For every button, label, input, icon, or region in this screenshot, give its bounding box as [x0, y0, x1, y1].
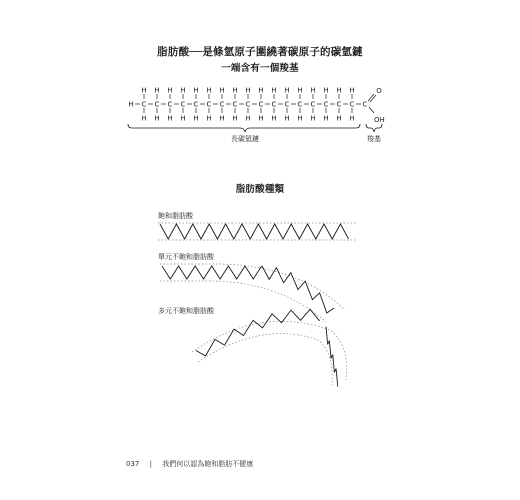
carbon-atom: C — [180, 100, 186, 109]
hydrogen-atom: H — [336, 114, 342, 123]
hydrogen-atom: H — [297, 86, 303, 95]
mono-guide-bottom — [160, 281, 326, 322]
chapter-title: 我們何以認為飽和脂肪不健康 — [162, 460, 254, 468]
hydrogen-atom: H — [219, 114, 225, 123]
hydrogen-atom: H — [154, 114, 160, 123]
hydrogen-atom: H — [310, 114, 316, 123]
hydrogen-atom: H — [323, 86, 329, 95]
hydrogen-atom: H — [271, 114, 277, 123]
hydrogen-atom: H — [167, 114, 173, 123]
page-title: 脂肪酸──是條氫原子圍繞著碳原子的碳氫鏈 — [157, 46, 363, 58]
carbon-atom: C — [167, 100, 173, 109]
hydrogen-atom: H — [180, 86, 186, 95]
bond — [369, 107, 374, 113]
hydrogen-atom: H — [284, 114, 290, 123]
chain-label: 長碳氫鏈 — [231, 135, 259, 143]
page-number: 037 — [126, 460, 140, 468]
hydrogen-atom: H — [141, 86, 147, 95]
structural-formula — [128, 87, 384, 125]
hydrogen-atom: H — [349, 114, 355, 123]
hydroxyl-group: OH — [374, 116, 385, 124]
hydrogen-atom: H — [297, 114, 303, 123]
hydrogen-atom: H — [167, 86, 173, 95]
hydrogen-atom: H — [141, 114, 147, 123]
poly-guide-top — [192, 321, 347, 380]
hydrogen-atom: H — [232, 86, 238, 95]
oxygen-atom: O — [376, 87, 382, 95]
hydrogen-atom: H — [349, 86, 355, 95]
carboxyl-bracket — [366, 124, 382, 132]
polyunsaturated-label: 多元不飽和脂肪酸 — [158, 307, 214, 315]
monounsaturated-chain-tail — [262, 266, 334, 313]
hydrogen-atom: H — [310, 86, 316, 95]
saturated-chain — [160, 224, 349, 239]
hydrogen-atom: H — [206, 86, 212, 95]
hydrogen-atom: H — [154, 86, 160, 95]
chain-bracket — [128, 124, 360, 132]
hydrogen-atom: H — [180, 114, 186, 123]
carbon-atom: C — [323, 100, 329, 109]
hydrogen-atom: H — [206, 114, 212, 123]
carbon-atom: C — [310, 100, 316, 109]
carbon-atom: C — [232, 100, 238, 109]
mono-guide-top — [160, 264, 345, 310]
carbon-atom: C — [297, 100, 303, 109]
hydrogen-atom: H — [245, 114, 251, 123]
carbon-atom: C — [349, 100, 355, 109]
carbon-atom: C — [245, 100, 251, 109]
carbon-atom: C — [206, 100, 212, 109]
hydrogen-atom: H — [258, 86, 264, 95]
hydrogen-atom: H — [336, 86, 342, 95]
carboxyl-label: 羧基 — [367, 135, 381, 143]
carbon-atom: C — [362, 100, 368, 109]
saturated-label: 飽和脂肪酸 — [158, 212, 193, 220]
section-title: 脂肪酸種類 — [235, 184, 285, 195]
carbon-atom: C — [154, 100, 160, 109]
carbon-atom: C — [193, 100, 199, 109]
page-footer — [126, 459, 261, 469]
hydrogen-atom: H — [245, 86, 251, 95]
page-subtitle: 一端含有一個羧基 — [221, 63, 299, 74]
carbon-atom: C — [219, 100, 225, 109]
hydrogen-atom: H — [128, 100, 134, 109]
carbon-atom: C — [141, 100, 147, 109]
bond — [370, 95, 376, 102]
monounsaturated-label: 單元不飽和脂肪酸 — [158, 253, 214, 261]
hydrogen-atom: H — [271, 86, 277, 95]
hydrogen-atom: H — [232, 114, 238, 123]
bond — [368, 94, 374, 101]
footer-separator: | — [149, 460, 152, 468]
hydrogen-atom: H — [193, 86, 199, 95]
hydrogen-atom: H — [284, 86, 290, 95]
carbon-atom: C — [284, 100, 290, 109]
monounsaturated-chain — [162, 266, 262, 279]
hydrogen-atom: H — [258, 114, 264, 123]
hydrogen-atom: H — [323, 114, 329, 123]
carbon-atom: C — [258, 100, 264, 109]
hydrogen-atom: H — [193, 114, 199, 123]
polyunsaturated-chain — [196, 309, 320, 356]
carbon-atom: C — [336, 100, 342, 109]
carbon-atom: C — [271, 100, 277, 109]
hydrogen-atom: H — [219, 86, 225, 95]
